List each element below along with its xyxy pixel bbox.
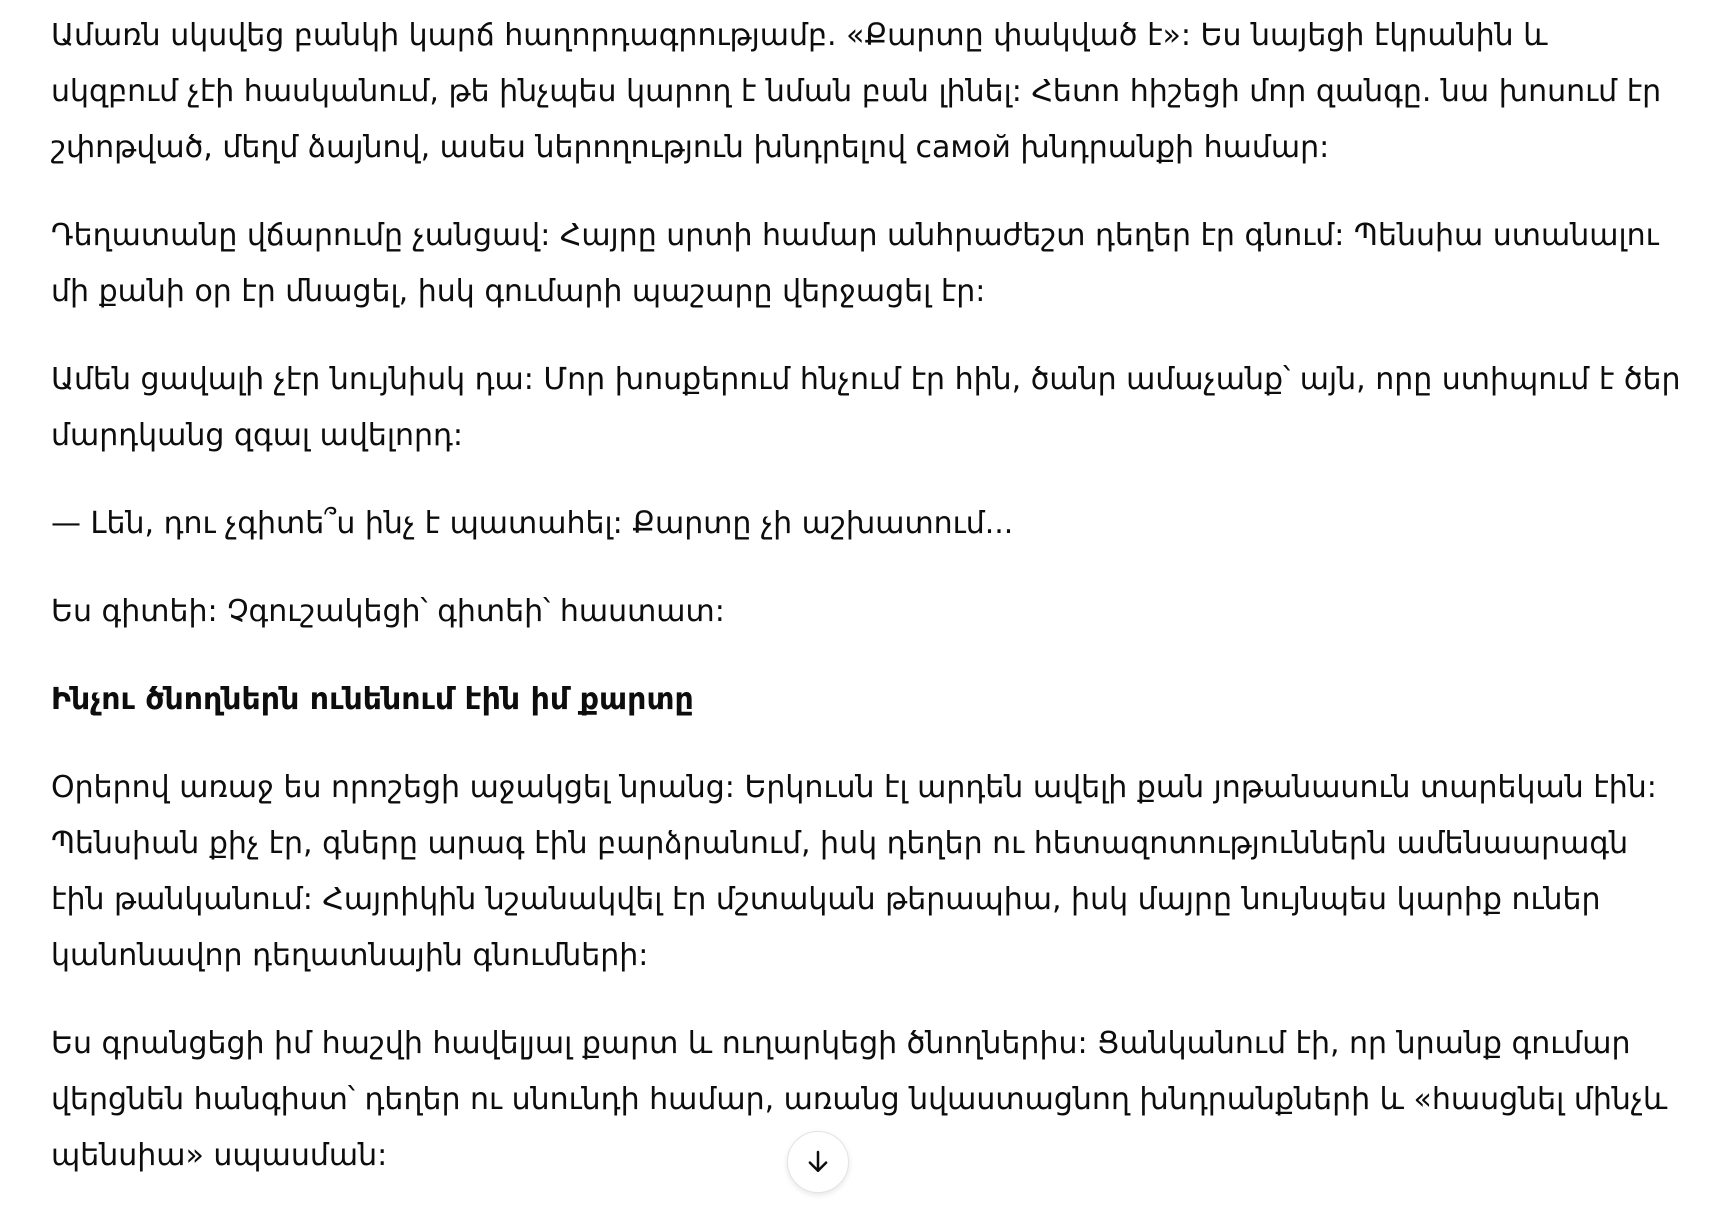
scroll-to-bottom-button[interactable] xyxy=(787,1131,849,1193)
paragraph-line: Դեղատանը վճարումը չանցավ: Հայրը սրտի համար անհրաժեշտ դեղեր էր գնում: Պենսիա ստանալու xyxy=(51,218,1659,253)
paragraph-line: Ես գիտեի: Չգուշակեցի՝ գիտեի՝ հաստատ: xyxy=(51,594,725,629)
paragraph-5 xyxy=(51,584,1651,640)
paragraph-6 xyxy=(51,760,1657,984)
paragraph-2 xyxy=(51,208,1659,320)
paragraph-line: մարդկանց զգալ ավելորդ: xyxy=(51,418,464,453)
paragraph-line: կանոնավոր դեղատնային գնումների: xyxy=(51,938,649,973)
paragraph-3 xyxy=(51,352,1681,464)
paragraph-line: Ամառն սկսվեց բանկի կարճ հաղորդագրությամբ. «Քարտը փակված է»: Ես նայեցի էկրանին և xyxy=(51,18,1548,53)
paragraph-line: — Լեն, դու չգիտե՞ս ինչ է պատահել: Քարտը չի աշխատում... xyxy=(51,506,1014,541)
paragraph-line: Ես գրանցեցի իմ հաշվի հավելյալ քարտ և ուղարկեցի ծնողներիս: Ցանկանում էի, որ նրանք գումար xyxy=(51,1026,1631,1061)
paragraph-line: վերցնեն հանգիստ՝ դեղեր ու սնունդի համար, առանց նվաստացնող խնդրանքների և «հասցնել մինչև xyxy=(51,1082,1668,1117)
paragraph-7 xyxy=(51,1016,1668,1184)
section-heading: Ինչու ծնողներն ունենում էին իմ քարտը xyxy=(51,682,694,717)
paragraph-line: մի քանի օր էր մնացել, իսկ գումարի պաշարը վերջացել էր: xyxy=(51,274,986,309)
paragraph-4 xyxy=(51,496,1651,552)
article-body xyxy=(51,8,1681,1216)
paragraph-line: Օրերով առաջ ես որոշեցի աջակցել նրանց: Երկուսն էլ արդեն ավելի քան յոթանասուն տարեկան էին: xyxy=(51,770,1657,805)
paragraph-line: սկզբում չէի հասկանում, թե ինչպես կարող է նման բան լինել: Հետո հիշեցի մոր զանգը. նա խոսում էր xyxy=(51,74,1662,109)
arrow-down-icon xyxy=(803,1147,833,1177)
paragraph-line: Ամեն ցավալի չէր նույնիսկ դա: Մոր խոսքերում հնչում էր հին, ծանր ամաչանք՝ այն, որը ստիպում է ծեր xyxy=(51,362,1681,397)
paragraph-1 xyxy=(51,8,1662,176)
paragraph-line: շփոթված, մեղմ ձայնով, ասես ներողություն խնդրելով самой խնդրանքի համար: xyxy=(51,130,1330,165)
paragraph-line: էին թանկանում: Հայրիկին նշանակվել էր մշտական թերապիա, իսկ մայրը նույնպես կարիք ուներ xyxy=(51,882,1601,917)
paragraph-line: պենսիա» սպասման: xyxy=(51,1138,388,1173)
paragraph-line: Պենսիան քիչ էր, գները արագ էին բարձրանում, իսկ դեղեր ու հետազոտություններն ամենաարագն xyxy=(51,826,1629,861)
